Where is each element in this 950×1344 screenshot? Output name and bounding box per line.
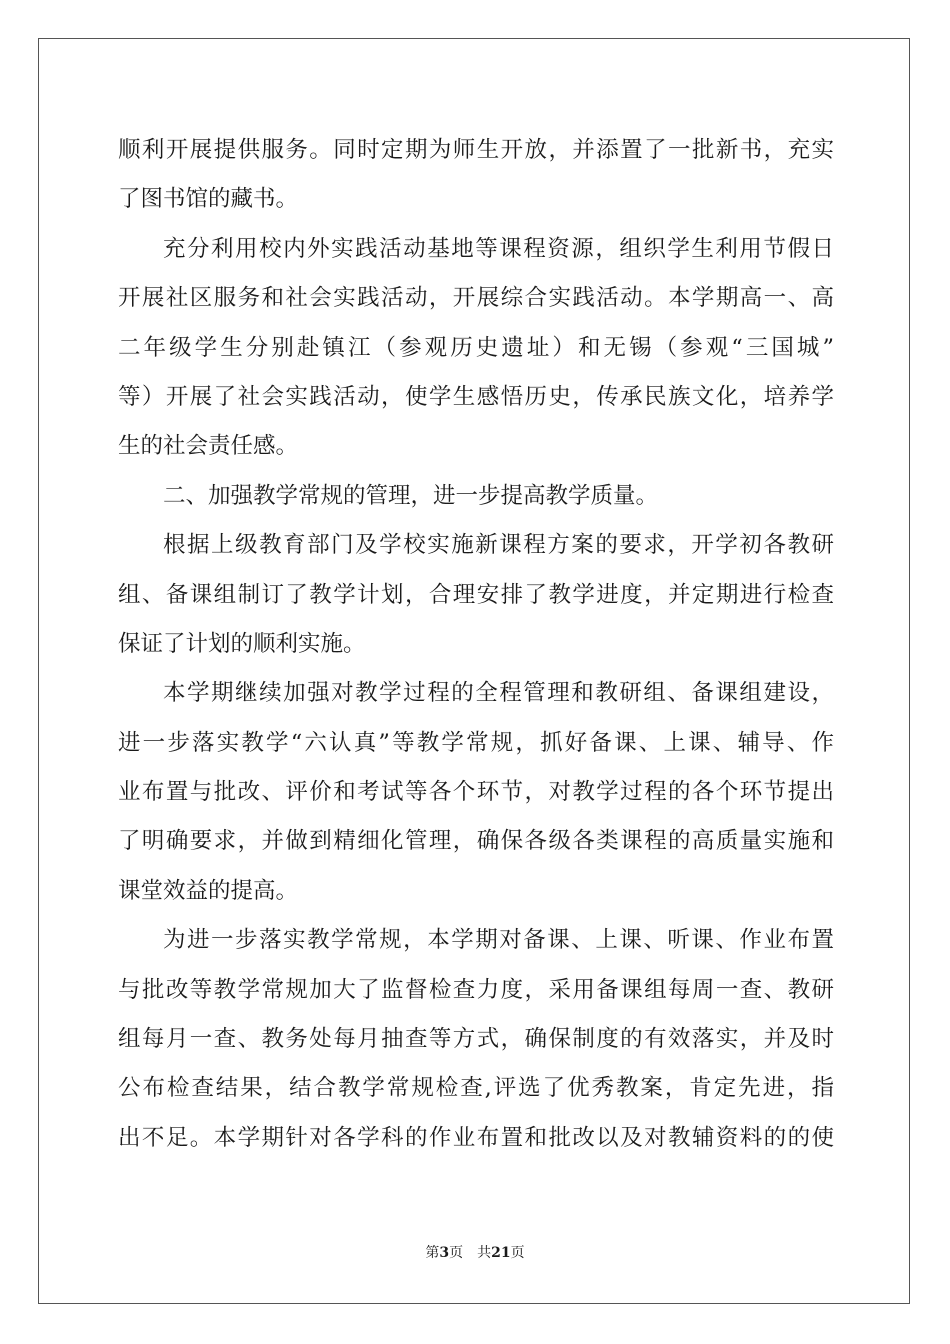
text-line: 保证了计划的顺利实施。 <box>118 630 366 657</box>
footer-page-number: 3 <box>439 1245 450 1261</box>
text-line: 为进一步落实教学常规，本学期对备课、上课、听课、作业布置 <box>163 927 834 954</box>
text-line: 组每月一查、教务处每月抽查等方式，确保制度的有效落实，并及时 <box>118 1026 834 1053</box>
text-line: 课堂效益的提高。 <box>118 877 299 904</box>
text-line: 进一步落实教学“六认真”等教学常规，抓好备课、上课、辅导、作 <box>118 729 834 756</box>
footer-page-suffix: 页 <box>449 1245 464 1261</box>
text-line: 公布检查结果，结合教学常规检查,评选了优秀教案，肯定先进，指 <box>118 1075 834 1102</box>
text-line: 组、备课组制订了教学计划，合理安排了教学进度，并定期进行检查 <box>118 581 834 608</box>
text-line: 与批改等教学常规加大了监督检查力度，采用备课组每周一查、教研 <box>118 976 834 1003</box>
text-line: 根据上级教育部门及学校实施新课程方案的要求，开学初各教研 <box>163 532 834 559</box>
text-line: 开展社区服务和社会实践活动，开展综合实践活动。本学期高一、高 <box>118 285 834 312</box>
text-line: 充分利用校内外实践活动基地等课程资源，组织学生利用节假日 <box>163 235 834 262</box>
text-line: 业布置与批改、评价和考试等各个环节，对教学过程的各个环节提出 <box>118 779 834 806</box>
text-line: 生的社会责任感。 <box>118 433 299 460</box>
page-footer <box>0 1242 950 1262</box>
footer-total-number: 21 <box>491 1245 511 1261</box>
text-line: 了明确要求，并做到精细化管理，确保各级各类课程的高质量实施和 <box>118 828 834 855</box>
text-line: 等）开展了社会实践活动，使学生感悟历史，传承民族文化，培养学 <box>118 383 834 410</box>
text-line: 了图书馆的藏书。 <box>118 186 299 213</box>
text-line: 本学期继续加强对教学过程的全程管理和教研组、备课组建设， <box>163 680 834 707</box>
text-line: 二、加强教学常规的管理，进一步提高教学质量。 <box>163 482 659 509</box>
text-line: 二年级学生分别赴镇江（参观历史遗址）和无锡（参观“三国城” <box>118 334 834 361</box>
text-line: 出不足。本学期针对各学科的作业布置和批改以及对教辅资料的的使 <box>118 1124 834 1151</box>
footer-page-prefix: 第 <box>425 1245 440 1261</box>
text-line: 顺利开展提供服务。同时定期为师生开放，并添置了一批新书，充实 <box>118 137 834 163</box>
footer-total-prefix: 共 <box>477 1245 492 1261</box>
footer-total-suffix: 页 <box>510 1245 525 1261</box>
document-body <box>118 126 834 1163</box>
